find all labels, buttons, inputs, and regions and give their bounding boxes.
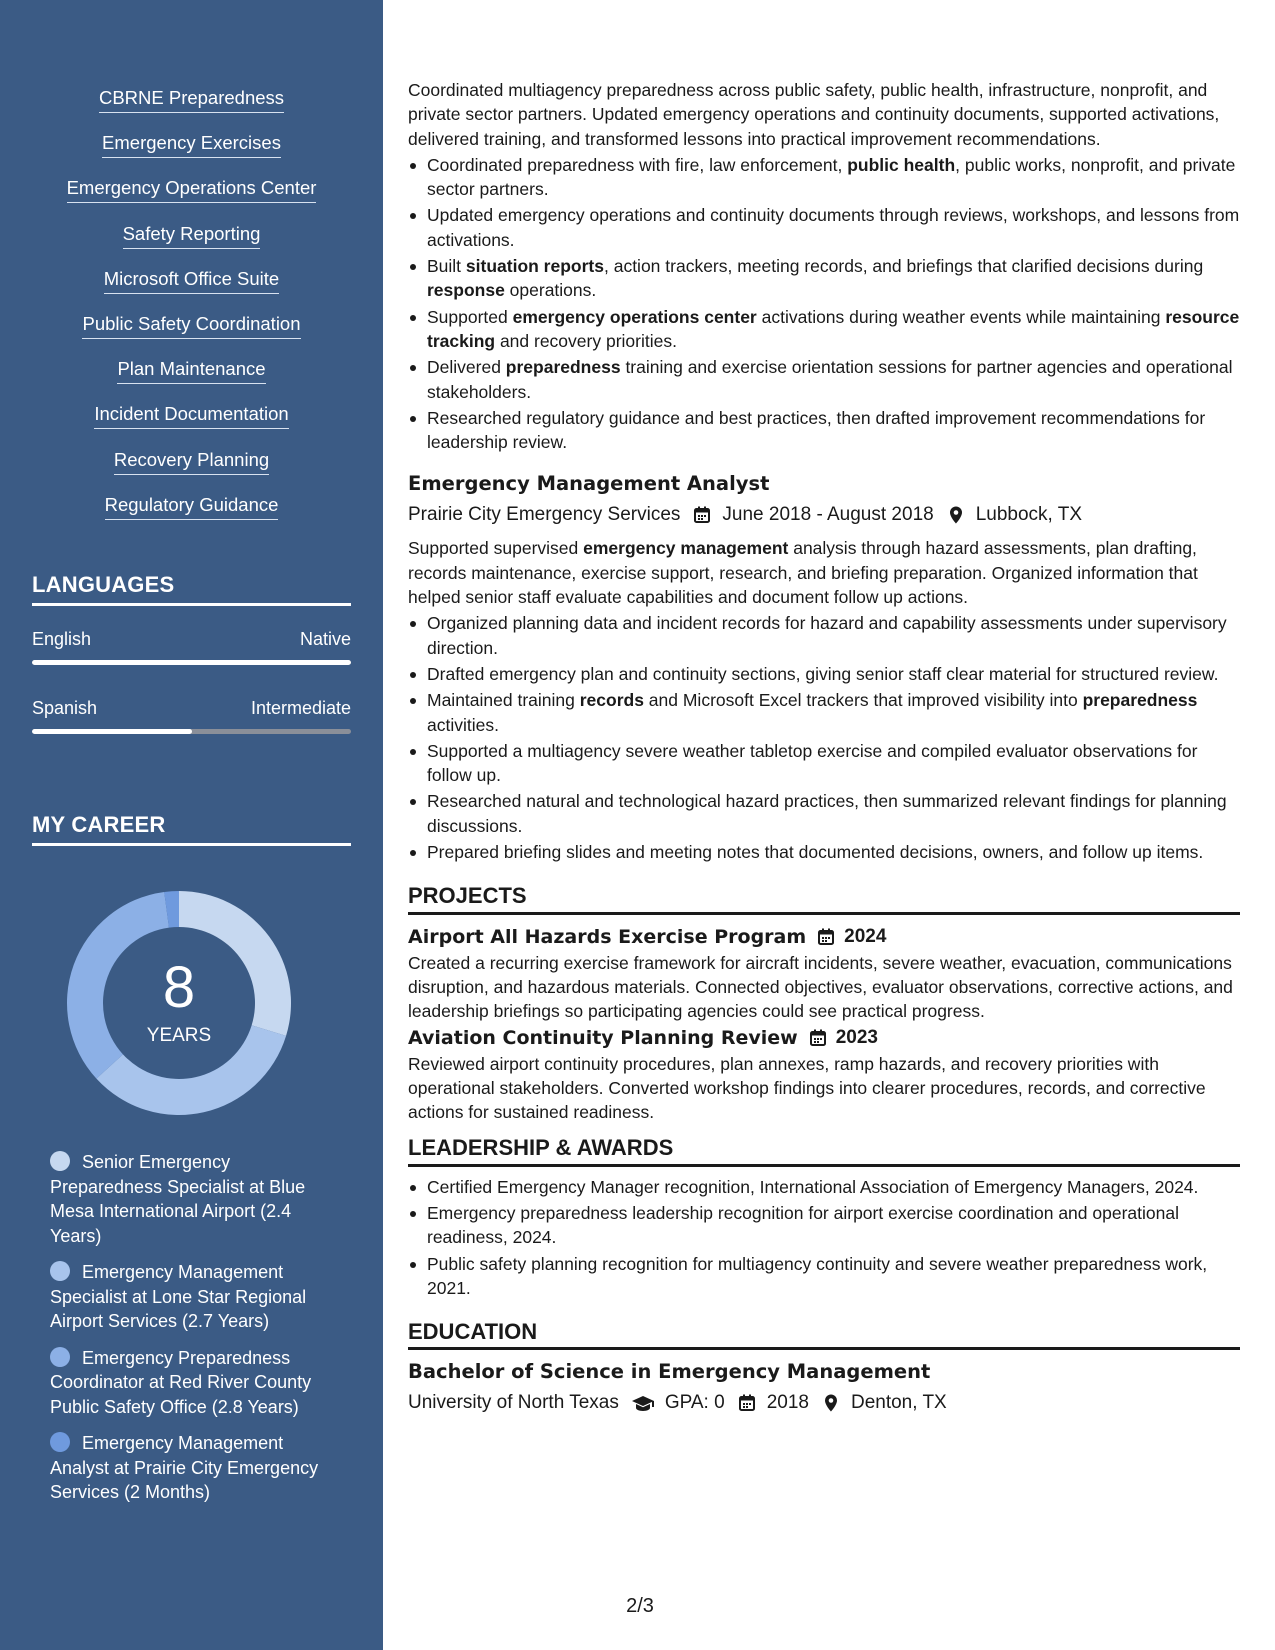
page-number: 2/3 — [626, 1595, 654, 1617]
project-description: Created a recurring exercise framework for aircraft incidents, severe weather, evacuation, communications disruption, and hazardous materials. Connected objectives, evaluator observations, corrective actions, and leadership briefings so participating agencies could see practical progress. — [408, 952, 1233, 1022]
languages-heading: LANGUAGES — [32, 572, 351, 606]
leadership-item: Certified Emergency Manager recognition, International Association of Emergency Managers, 2024. — [408, 1175, 1240, 1199]
bullet-item: Built situation reports, action trackers, meeting records, and briefings that clarified decisions during response operations. — [408, 254, 1240, 303]
job-dates: June 2018 - August 2018 — [722, 504, 934, 526]
legend-dot — [50, 1432, 70, 1452]
language-level: Native — [299, 629, 351, 649]
skill-item: Microsoft Office Suite — [0, 267, 383, 312]
skill-item: Emergency Exercises — [0, 131, 383, 176]
calendar-icon — [808, 1028, 828, 1048]
career-legend-item: Senior Emergency Preparedness Specialist at Blue Mesa International Airport (2.4 Years) — [50, 1152, 306, 1246]
leadership-list — [408, 1175, 1240, 1300]
project-title-row — [408, 923, 1240, 951]
calendar-icon — [737, 1393, 757, 1413]
language-level: Intermediate — [250, 698, 351, 718]
projects-heading: PROJECTS — [408, 884, 1240, 914]
career-years-label: YEARS — [146, 1025, 212, 1046]
bullet-item: Coordinated preparedness with fire, law enforcement, public health, public works, nonprofit, and private sector partners. — [408, 153, 1240, 202]
bullet-item: Maintained training records and Microsoft Excel trackers that improved visibility into preparedness activities. — [408, 688, 1240, 737]
bullet-item: Supported emergency operations center activations during weather events while maintaining resource tracking and recovery priorities. — [408, 305, 1240, 354]
language-bar-fill — [32, 729, 192, 734]
career-legend-item: Emergency Management Specialist at Lone Star Regional Airport Services (2.7 Years) — [50, 1262, 307, 1331]
career-legend-item: Emergency Management Analyst at Prairie City Emergency Services (2 Months) — [50, 1433, 319, 1502]
project-title: Aviation Continuity Planning Review — [408, 1026, 798, 1049]
project-description: Reviewed airport continuity procedures, plan annexes, ramp hazards, and recovery priorities with operational stakeholders. Converted workshop findings into clearer procedures, records, and corrective actions for sustained readiness. — [408, 1053, 1206, 1123]
education-meta — [408, 1388, 1240, 1418]
career-legend — [50, 1150, 330, 1517]
skill-item: Safety Reporting — [0, 222, 383, 267]
skill-item: Plan Maintenance — [0, 357, 383, 402]
career-legend-item: Emergency Preparedness Coordinator at Red River County Public Safety Office (2.8 Years) — [50, 1347, 312, 1417]
leadership-item: Public safety planning recognition for multiagency continuity and severe weather preparedness work, 2021. — [408, 1252, 1240, 1301]
language-bar-fill — [32, 660, 351, 665]
language-name: Spanish — [32, 698, 98, 718]
skill-item: Regulatory Guidance — [0, 493, 383, 538]
bullet-item: Organized planning data and incident records for hazard and capability assessments under supervisory direction. — [408, 611, 1240, 660]
sidebar — [0, 0, 383, 1650]
skills-list — [0, 86, 383, 538]
leadership-item: Emergency preparedness leadership recognition for airport exercise coordination and operational readiness, 2024. — [408, 1201, 1240, 1250]
skill-item: Recovery Planning — [0, 448, 383, 493]
bullet-item: Supported a multiagency severe weather tabletop exercise and compiled evaluator observations for follow up. — [408, 739, 1240, 788]
bullet-item: Delivered preparedness training and exercise orientation sessions for partner agencies and operational stakeholders. — [408, 355, 1240, 404]
main-content — [408, 78, 1240, 1424]
language-row — [32, 698, 351, 719]
school-name: University of North Texas — [408, 1392, 619, 1414]
bullet-item: Researched natural and technological hazard practices, then summarized relevant findings for planning discussions. — [408, 789, 1240, 838]
legend-dot — [50, 1151, 70, 1171]
skill-item: CBRNE Preparedness — [0, 86, 383, 131]
degree-title: Bachelor of Science in Emergency Management — [408, 1360, 931, 1384]
calendar-icon — [816, 927, 836, 947]
project-title: Airport All Hazards Exercise Program — [408, 925, 807, 948]
job-meta — [408, 500, 1240, 530]
language-bar — [32, 660, 351, 665]
skill-item: Incident Documentation — [0, 402, 383, 447]
legend-dot — [50, 1261, 70, 1281]
bullet-item: Updated emergency operations and continuity documents through reviews, workshops, and lessons from activations. — [408, 203, 1240, 252]
school-location: Denton, TX — [850, 1392, 947, 1414]
project-year: 2023 — [835, 1026, 879, 1048]
bullet-item: Researched regulatory guidance and best practices, then drafted improvement recommendations for leadership review. — [408, 406, 1240, 455]
skill-item: Public Safety Coordination — [0, 312, 383, 357]
career-heading: MY CAREER — [32, 812, 351, 846]
education-heading: EDUCATION — [408, 1320, 1240, 1350]
language-row — [32, 629, 351, 650]
bullet-item: Prepared briefing slides and meeting notes that documented decisions, owners, and follow up items. — [408, 840, 1240, 864]
map-pin-icon — [821, 1393, 841, 1413]
job-title: Emergency Management Analyst — [408, 472, 770, 496]
gpa: GPA: 0 — [664, 1392, 725, 1414]
language-name: English — [32, 629, 92, 649]
bullet-item: Drafted emergency plan and continuity sections, giving senior staff clear material for structured review. — [408, 662, 1240, 686]
skill-item: Emergency Operations Center — [0, 176, 383, 221]
career-years-number: 8 — [162, 955, 196, 1020]
language-bar — [32, 729, 351, 734]
job-summary: Coordinated multiagency preparedness across public safety, public health, infrastructure, nonprofit, and private sector partners. Updated emergency operations and continuity documents, supported activations, delivered training, and transformed lessons into practical improvement recommendations. — [408, 80, 1220, 149]
calendar-icon — [692, 505, 712, 525]
project-year: 2024 — [844, 925, 887, 947]
job-bullets — [408, 611, 1240, 864]
map-pin-icon — [946, 505, 966, 525]
graduation-year: 2018 — [766, 1392, 809, 1414]
job-bullets — [408, 153, 1240, 455]
legend-dot — [50, 1347, 70, 1367]
graduation-cap-icon — [631, 1393, 655, 1413]
job-location: Lubbock, TX — [975, 504, 1083, 526]
project-title-row — [408, 1024, 1240, 1052]
company-name: Prairie City Emergency Services — [408, 504, 681, 526]
job-summary: Supported supervised emergency management analysis through hazard assessments, plan drafting, records maintenance, exercise support, research, and briefing preparation. Organized information that helped senior staff evaluate capabilities and document follow up actions. — [408, 538, 1198, 608]
leadership-heading: LEADERSHIP & AWARDS — [408, 1136, 1240, 1166]
